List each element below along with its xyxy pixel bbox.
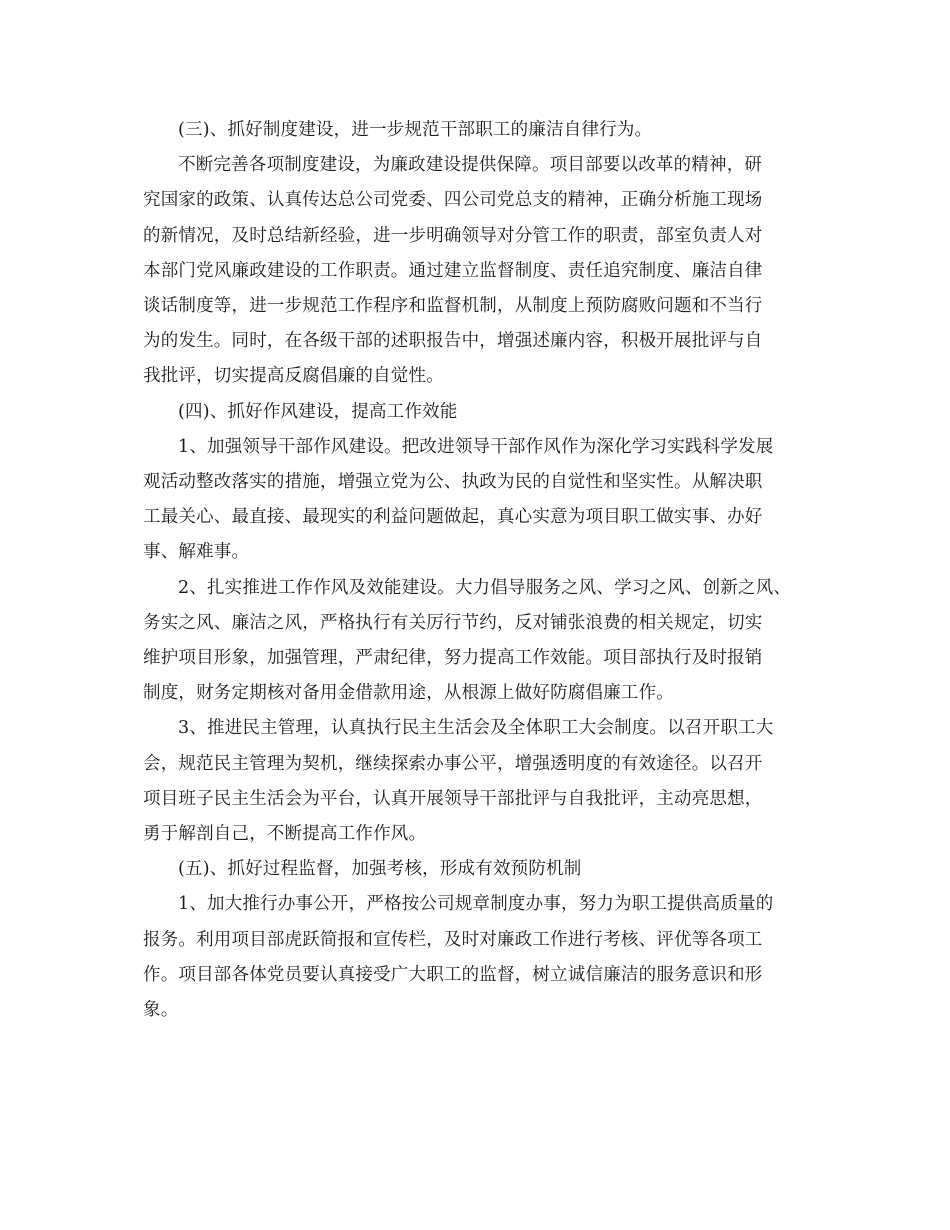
paragraph (143, 711, 823, 852)
text-line: 作。项目部各体党员要认真接受广大职工的监督，树立诚信廉洁的服务意识和形 (143, 964, 763, 985)
paragraph (143, 148, 823, 394)
text-line: 象。 (143, 1000, 179, 1021)
text-line: 的新情况，及时总结新经验，进一步明确领导对分管工作的职责，部室负责人对 (143, 225, 763, 246)
section-heading (143, 852, 823, 887)
text-line: 不断完善各项制度建设，为廉政建设提供保障。项目部要以改革的精神，研 (178, 155, 763, 176)
text-line: 维护项目形象，加强管理，严肃纪律，努力提高工作效能。项目部执行及时报销 (143, 648, 763, 669)
text-line: (四)、抓好作风建设，提高工作效能 (178, 401, 458, 422)
text-line: 工最关心、最直接、最现实的利益问题做起，真心实意为项目职工做实事、办好 (143, 507, 763, 528)
text-line: (三)、抓好制度建设，进一步规范干部职工的廉洁自律行为。 (178, 120, 653, 140)
text-line: 项目班子民主生活会为平台，认真开展领导干部批评与自我批评，主动亮思想， (143, 788, 763, 809)
section-heading (143, 395, 823, 430)
text-line: 务实之风、廉洁之风，严格执行有关厉行节约，反对铺张浪费的相关规定，切实 (143, 612, 763, 633)
paragraph (143, 887, 823, 1028)
text-line: 为的发生。同时，在各级干部的述职报告中，增强述廉内容，积极开展批评与自 (143, 331, 763, 352)
section-heading (143, 113, 823, 148)
text-line: 谈话制度等，进一步规范工作程序和监督机制，从制度上预防腐败问题和不当行 (143, 296, 763, 317)
document-body (143, 113, 823, 1028)
text-line: (五)、抓好过程监督，加强考核，形成有效预防机制 (178, 859, 582, 880)
text-line: 制度，财务定期核对备用金借款用途，从根源上做好防腐倡廉工作。 (143, 683, 674, 704)
text-line: 我批评，切实提高反腐倡廉的自觉性。 (143, 366, 444, 387)
text-line: 1、加大推行办事公开，严格按公司规章制度办事，努力为职工提供高质量的 (178, 894, 774, 915)
text-line: 事、解难事。 (143, 542, 250, 563)
paragraph (143, 430, 823, 571)
text-line: 报务。利用项目部虎跃简报和宣传栏，及时对廉政工作进行考核、评优等各项工 (143, 929, 763, 950)
text-line: 究国家的政策、认真传达总公司党委、四公司党总支的精神，正确分析施工现场 (143, 190, 763, 211)
text-line: 勇于解剖自己，不断提高工作作风。 (143, 824, 427, 845)
text-line: 1、加强领导干部作风建设。把改进领导干部作风作为深化学习实践科学发展 (178, 436, 774, 457)
paragraph (143, 571, 823, 712)
text-line: 3、推进民主管理，认真执行民主生活会及全体职工大会制度。以召开职工大 (178, 718, 774, 739)
text-line: 会，规范民主管理为契机，继续探索办事公平，增强透明度的有效途径。以召开 (143, 753, 763, 774)
text-line: 本部门党风廉政建设的工作职责。通过建立监督制度、责任追究制度、廉洁自律 (143, 260, 763, 281)
text-line: 2、扎实推进工作作风及效能建设。大力倡导服务之风、学习之风、创新之风、 (178, 577, 792, 598)
text-line: 观活动整改落实的措施，增强立党为公、执政为民的自觉性和坚实性。从解决职 (143, 472, 763, 493)
